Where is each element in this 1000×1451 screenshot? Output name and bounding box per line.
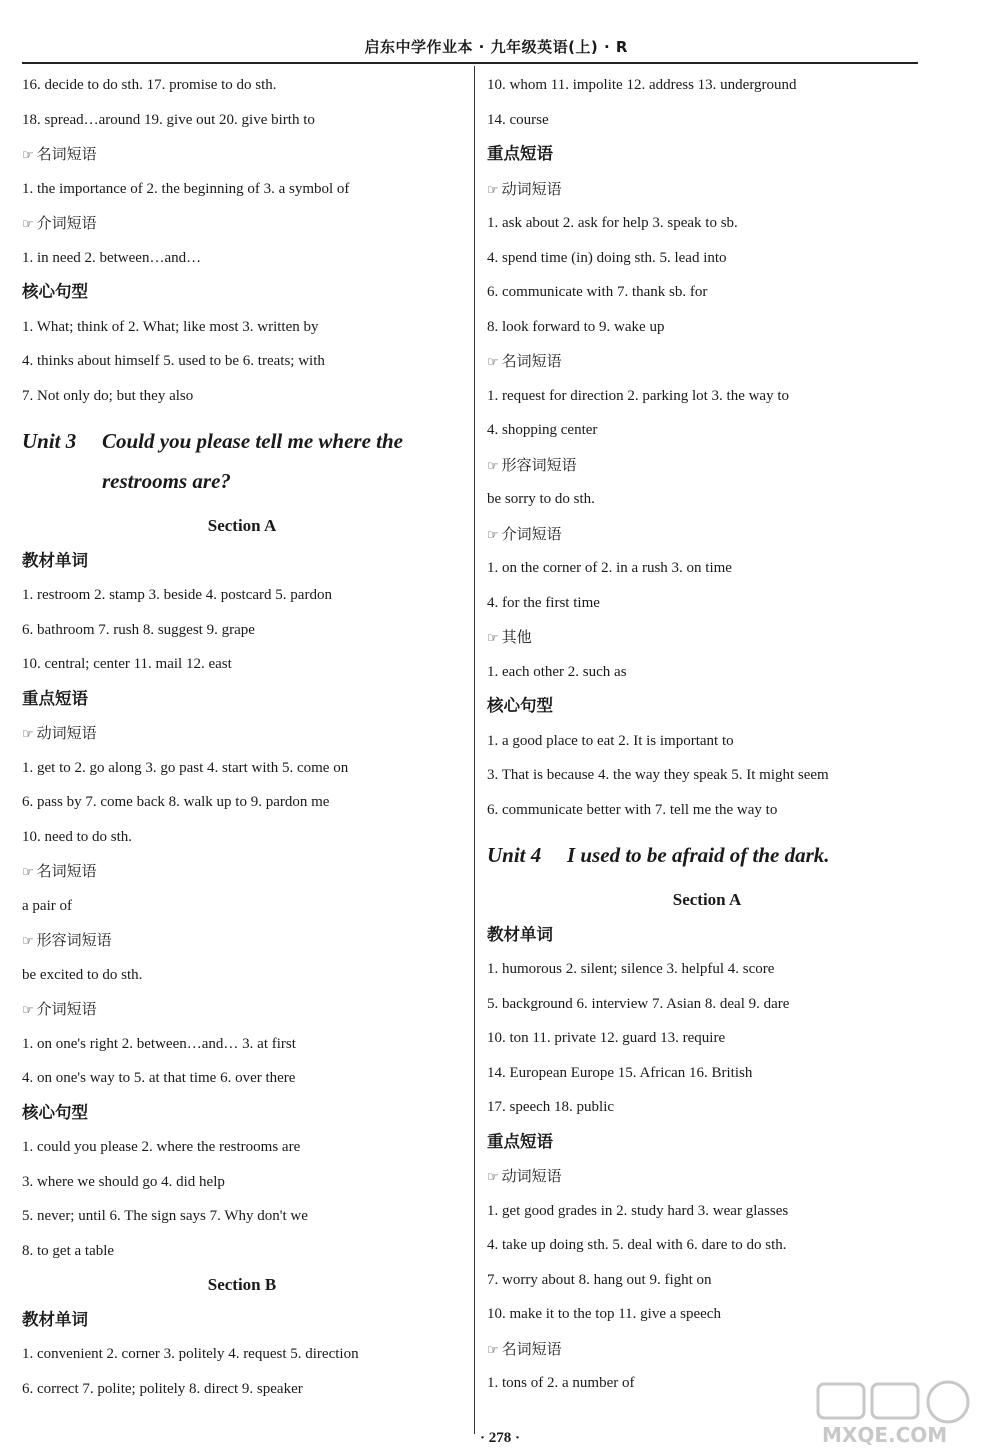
answer-line: 1. humorous 2. silent; silence 3. helpful 4. score: [487, 961, 775, 977]
subheading: [487, 1332, 927, 1367]
subheading-text: 动词短语: [501, 1167, 562, 1185]
answer-line: 1. on one's right 2. between…and… 3. at first: [22, 1035, 296, 1052]
column-divider: [474, 66, 475, 1434]
subheading-text: 动词短语: [501, 179, 562, 198]
spacer: [22, 413, 462, 421]
answer-line: 4. for the first time: [487, 594, 600, 611]
section-heading: 教材单词: [22, 1309, 88, 1329]
subheading: [487, 620, 927, 655]
answer-line: 1. tons of 2. a number of: [487, 1375, 635, 1391]
pointing-hand-icon: ☞: [487, 1170, 499, 1185]
pointing-hand-icon: ☞: [22, 934, 34, 949]
subheading: [487, 448, 927, 483]
subheading-text: 名词短语: [501, 352, 562, 370]
answer-line: 8. to get a table: [22, 1242, 115, 1259]
answer-line: 7. worry about 8. hang out 9. fight on: [487, 1271, 712, 1288]
subheading: [22, 206, 462, 241]
subheading: [22, 923, 462, 958]
header-title: 启东中学作业本 · 九年级英语(上) · R: [364, 38, 628, 56]
subheading-text: 名词短语: [36, 862, 97, 880]
pointing-hand-icon: ☞: [487, 458, 499, 474]
unit-label: Unit 4: [487, 843, 542, 867]
section-heading: 重点短语: [487, 1131, 553, 1151]
answer-line: 14. European Europe 15. African 16. British: [487, 1064, 753, 1081]
answer-line: 10. make it to the top 11. give a speech: [487, 1306, 721, 1322]
section-heading: 教材单词: [22, 550, 88, 570]
answer-line: be sorry to do sth.: [487, 491, 595, 507]
unit-title: [487, 835, 927, 875]
spacer: [487, 827, 927, 835]
unit-heading: I used to be afraid of the dark.: [567, 843, 830, 867]
answer-line: 3. That is because 4. the way they speak 5. It might seem: [487, 767, 829, 783]
left-column: [22, 68, 462, 1406]
unit-label: Unit 3: [22, 429, 77, 453]
subheading-text: 动词短语: [36, 724, 97, 742]
subheading-text: 形容词短语: [36, 931, 112, 949]
page-number: · 278 ·: [479, 1430, 520, 1446]
subheading: [22, 137, 462, 172]
answer-line: 4. shopping center: [487, 422, 598, 438]
pointing-hand-icon: ☞: [487, 1342, 499, 1358]
subheading: [487, 517, 927, 552]
spacer: [22, 501, 462, 509]
answer-line: 1. in need 2. between…and…: [22, 249, 202, 266]
answer-line: 1. a good place to eat 2. It is important to: [487, 732, 734, 749]
page-header: [22, 34, 918, 64]
answer-line: 10. need to do sth.: [22, 828, 132, 845]
answer-line: 10. whom 11. impolite 12. address 13. underground: [487, 77, 797, 93]
unit-heading-continued: restrooms are?: [102, 469, 231, 493]
subheading: [487, 344, 927, 379]
answer-line: 3. where we should go 4. did help: [22, 1173, 225, 1190]
answer-line: 1. get to 2. go along 3. go past 4. start with 5. come on: [22, 759, 349, 776]
section-title: Section A: [207, 516, 277, 535]
answer-line: 1. the importance of 2. the beginning of 3. a symbol of: [22, 180, 350, 197]
answer-line: 1. What; think of 2. What; like most 3. written by: [22, 318, 319, 335]
subheading-text: 名词短语: [36, 145, 97, 163]
section-title: Section A: [672, 890, 742, 909]
answer-line: 4. spend time (in) doing sth. 5. lead into: [487, 249, 727, 266]
subheading: [487, 1159, 927, 1194]
answer-line: 1. convenient 2. corner 3. politely 4. request 5. direction: [22, 1346, 359, 1362]
pointing-hand-icon: ☞: [487, 631, 499, 646]
pointing-hand-icon: ☞: [22, 217, 34, 232]
answer-line: 17. speech 18. public: [487, 1099, 615, 1115]
answer-line: 6. bathroom 7. rush 8. suggest 9. grape: [22, 621, 255, 638]
pointing-hand-icon: ☞: [22, 1003, 34, 1018]
answer-line: 5. never; until 6. The sign says 7. Why don't we: [22, 1208, 308, 1224]
unit-heading: Could you please tell me where the: [102, 429, 403, 453]
answer-line: 1. restroom 2. stamp 3. beside 4. postcard 5. pardon: [22, 587, 332, 603]
pointing-hand-icon: ☞: [22, 148, 34, 163]
answer-line: 1. each other 2. such as: [487, 663, 627, 680]
answer-line: 6. correct 7. polite; politely 8. direct 9. speaker: [22, 1380, 303, 1397]
answer-line: 1. request for direction 2. parking lot 3. the way to: [487, 387, 790, 404]
answer-line: a pair of: [22, 897, 72, 914]
answer-line: 4. on one's way to 5. at that time 6. over there: [22, 1070, 296, 1086]
answer-line: 6. pass by 7. come back 8. walk up to 9. pardon me: [22, 794, 330, 810]
pointing-hand-icon: ☞: [487, 527, 499, 543]
watermark-logo-icon: [812, 1378, 982, 1448]
unit-title: [22, 421, 462, 461]
pointing-hand-icon: ☞: [22, 865, 34, 880]
answer-line: 4. thinks about himself 5. used to be 6. treats; with: [22, 353, 325, 369]
subheading-text: 介词短语: [36, 1000, 97, 1018]
answer-line: 4. take up doing sth. 5. deal with 6. dare to do sth.: [487, 1237, 787, 1253]
answer-line: 6. communicate with 7. thank sb. for: [487, 284, 708, 300]
spacer: [487, 875, 927, 883]
answer-line: be excited to do sth.: [22, 966, 143, 983]
section-heading: 核心句型: [487, 696, 553, 715]
section-title: Section B: [207, 1275, 277, 1294]
subheading: [487, 172, 927, 207]
section-heading: 核心句型: [22, 1102, 88, 1122]
subheading-text: 其他: [501, 628, 532, 646]
answer-line: 6. communicate better with 7. tell me the way to: [487, 801, 778, 818]
answer-line: 5. background 6. interview 7. Asian 8. deal 9. dare: [487, 995, 790, 1012]
answer-line: 1. ask about 2. ask for help 3. speak to sb.: [487, 215, 738, 231]
pointing-hand-icon: ☞: [487, 355, 499, 370]
answer-line: 7. Not only do; but they also: [22, 387, 194, 404]
answer-line: 10. ton 11. private 12. guard 13. require: [487, 1030, 726, 1046]
subheading-text: 介词短语: [36, 214, 97, 232]
answer-line: 1. could you please 2. where the restrooms are: [22, 1139, 301, 1155]
answer-line: 8. look forward to 9. wake up: [487, 318, 665, 335]
section-heading: 教材单词: [487, 924, 553, 944]
subheading: [22, 854, 462, 889]
answer-line: 16. decide to do sth. 17. promise to do sth.: [22, 77, 277, 93]
answer-line: 18. spread…around 19. give out 20. give birth to: [22, 111, 315, 128]
pointing-hand-icon: ☞: [487, 182, 499, 198]
svg-text:MXQE.COM: MXQE.COM: [822, 1423, 948, 1447]
answer-line: 14. course: [487, 111, 549, 128]
section-heading: 重点短语: [22, 688, 88, 708]
subheading: [22, 716, 462, 751]
subheading-text: 名词短语: [501, 1339, 562, 1358]
answer-line: 1. on the corner of 2. in a rush 3. on time: [487, 560, 732, 576]
section-heading: 重点短语: [487, 144, 553, 163]
answer-line: 10. central; center 11. mail 12. east: [22, 656, 232, 672]
pointing-hand-icon: ☞: [22, 727, 34, 742]
subheading-text: 形容词短语: [501, 455, 577, 474]
answer-line: 1. get good grades in 2. study hard 3. wear glasses: [487, 1202, 789, 1219]
section-heading: 核心句型: [22, 282, 88, 301]
subheading-text: 介词短语: [501, 524, 562, 543]
subheading: [22, 992, 462, 1027]
right-column: [487, 68, 927, 1401]
